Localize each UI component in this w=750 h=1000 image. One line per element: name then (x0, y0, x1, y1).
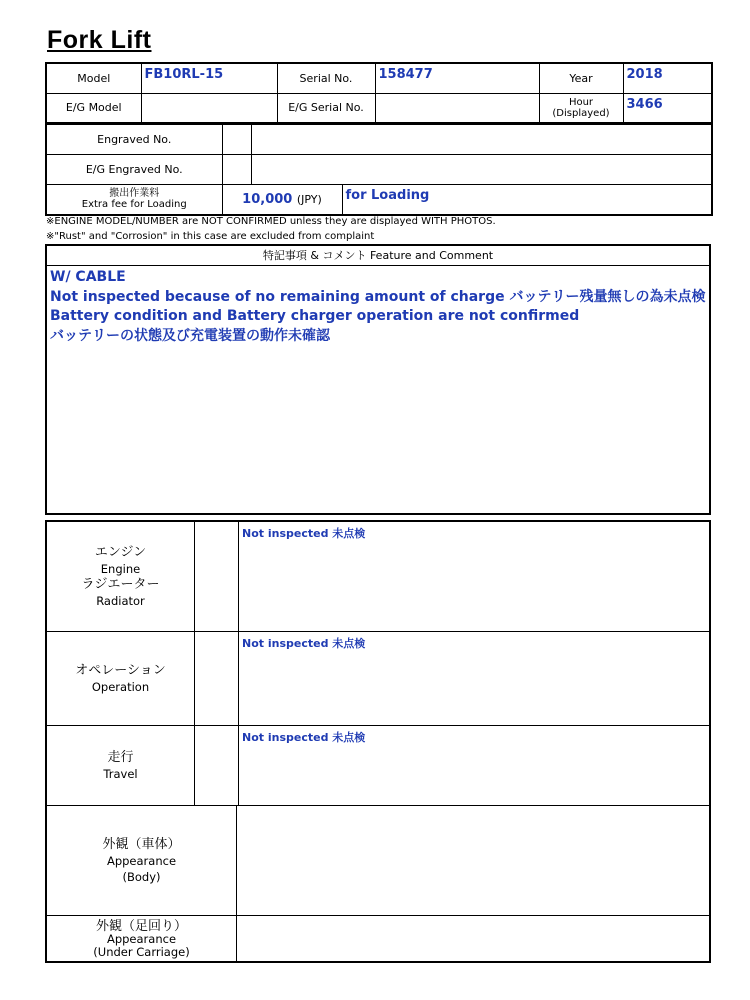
comment-text (50, 268, 705, 346)
operation-label: オペレーション Operation (47, 632, 195, 725)
engine-check (195, 522, 239, 631)
eg-engraved-label: E/G Engraved No. (46, 155, 222, 185)
note-rust: ※"Rust" and "Corrosion" in this case are excluded from complaint (46, 231, 375, 242)
travel-value: Not inspected 未点検 (242, 731, 366, 744)
info-table (45, 62, 713, 124)
fee-currency: (JPY) (296, 192, 322, 206)
engraved-table (45, 124, 713, 216)
comment-line: Battery condition and Battery charger operation are not confirmed (50, 308, 580, 324)
eg-engraved-check (222, 155, 251, 185)
inspection-row-travel (47, 726, 709, 806)
year-value: 2018 (623, 63, 712, 93)
engraved-label: Engraved No. (46, 125, 222, 155)
hour-value: 3466 (623, 93, 712, 123)
engine-label: エンジン Engine ラジエーター Radiator (47, 522, 195, 631)
comment-line: Not inspected because of no remaining amount of charge バッテリー残量無しの為未点検 (50, 288, 706, 305)
undercarriage-label: 外観（足回り） Appearance (Under Carriage) (47, 916, 237, 963)
eg-serial-value (375, 93, 539, 123)
model-value: FB10RL-15 (141, 63, 277, 93)
note-engine-model: ※ENGINE MODEL/NUMBER are NOT CONFIRMED unless they are displayed WITH PHOTOS. (46, 216, 496, 227)
serial-value: 158477 (375, 63, 539, 93)
engine-value: Not inspected 未点検 (242, 527, 366, 540)
serial-label: Serial No. (277, 63, 375, 93)
model-label: Model (46, 63, 141, 93)
fee-label: 搬出作業料 Extra fee for Loading (46, 185, 222, 215)
inspection-section (45, 520, 711, 963)
inspection-row-operation (47, 632, 709, 726)
eg-model-label: E/G Model (46, 93, 141, 123)
inspection-row-engine (47, 522, 709, 632)
fee-amount: 10,000 (242, 191, 293, 207)
inspection-row-body (47, 806, 709, 916)
eg-serial-label: E/G Serial No. (277, 93, 375, 123)
travel-check (195, 726, 239, 805)
body-label: 外観（車体） Appearance (Body) (47, 806, 237, 915)
fee-amount-cell (222, 185, 342, 215)
eg-model-value (141, 93, 277, 123)
page-title: Fork Lift (47, 26, 152, 54)
comment-line: W/ CABLE (50, 269, 126, 285)
engraved-value (251, 125, 712, 155)
hour-label: Hour (Displayed) (539, 93, 623, 123)
comment-section (45, 244, 711, 515)
inspection-row-undercarriage (47, 916, 709, 963)
engraved-check (222, 125, 251, 155)
travel-label: 走行 Travel (47, 726, 195, 805)
year-label: Year (539, 63, 623, 93)
fee-note: for Loading (342, 185, 712, 215)
operation-value: Not inspected 未点検 (242, 637, 366, 650)
comment-line: バッテリーの状態及び充電装置の動作未確認 (50, 327, 330, 344)
operation-check (195, 632, 239, 725)
comment-header: 特記事項 & コメント Feature and Comment (47, 246, 709, 266)
eg-engraved-value (251, 155, 712, 185)
